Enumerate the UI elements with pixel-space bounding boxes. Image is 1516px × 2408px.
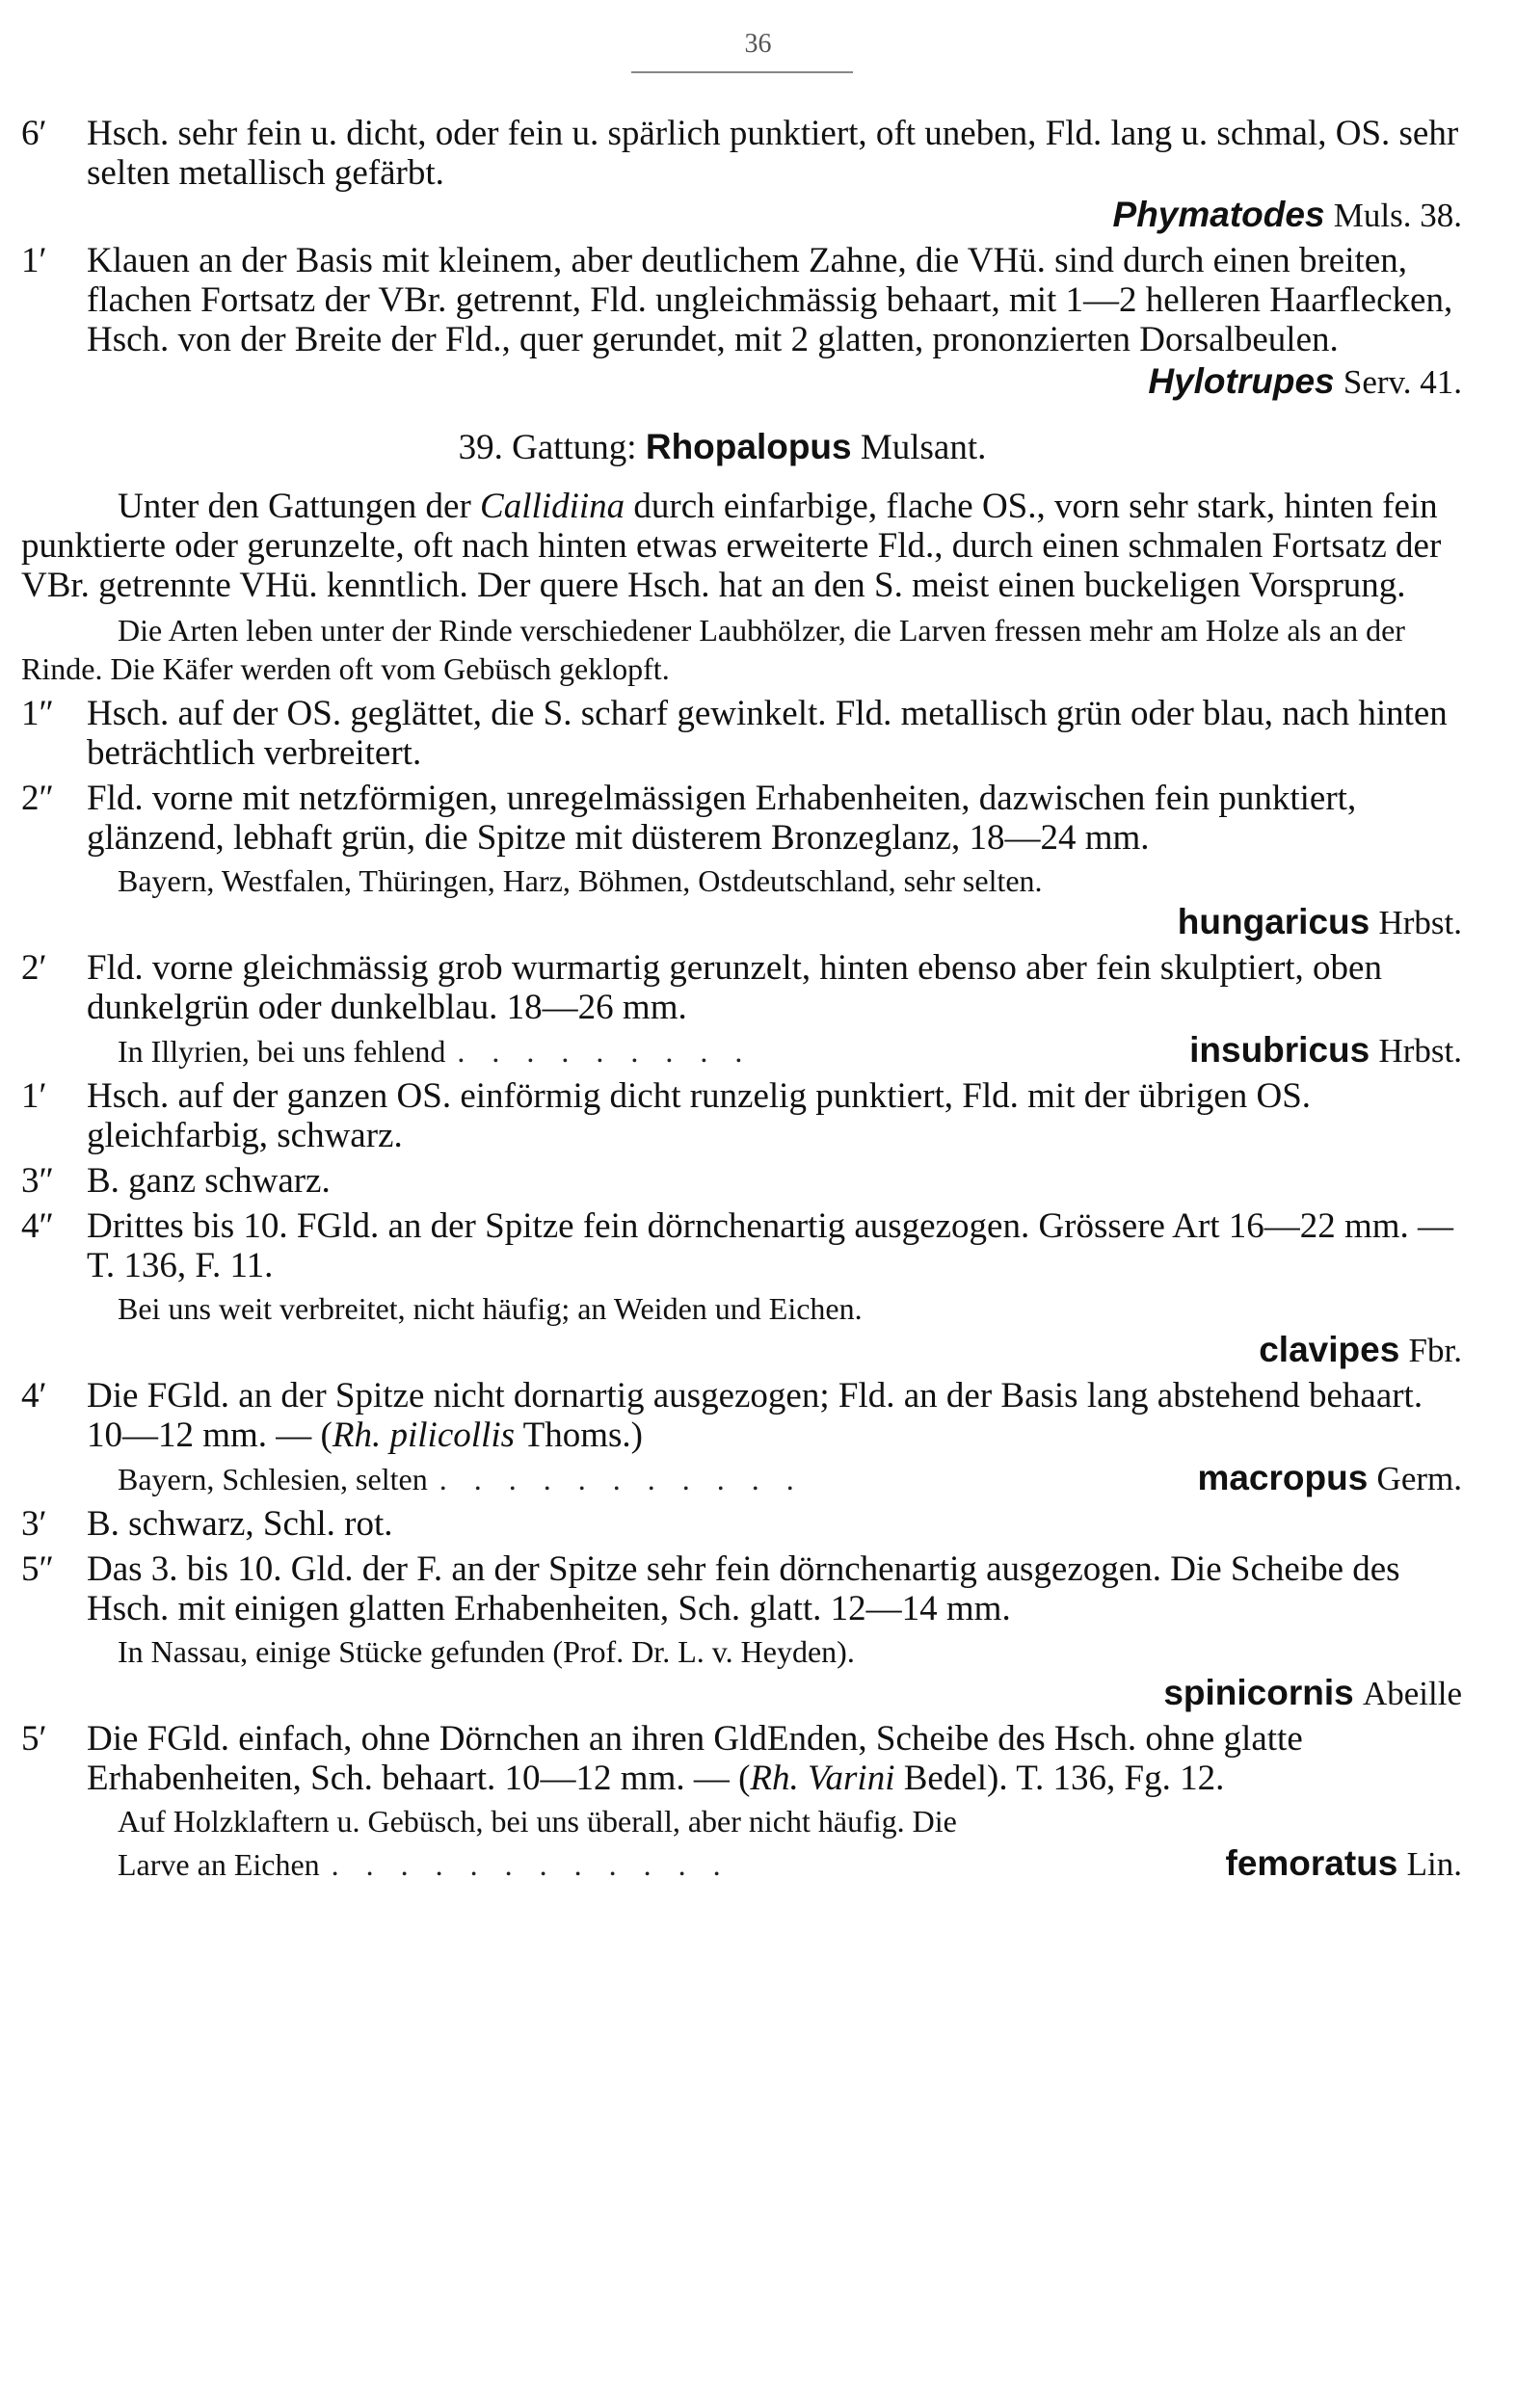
genus-heading-author: Mulsant. (860, 428, 987, 467)
distribution-note: In Nassau, einige Stücke gefunden (Prof. Dr. L. v. Heyden). (118, 1634, 855, 1669)
species-name: insubricus (1189, 1030, 1370, 1070)
genus-heading (0, 427, 1462, 467)
key-number: 6′ (21, 114, 47, 153)
leader-dots: . . . . . . . . . . . . (331, 1847, 731, 1882)
header-rule (631, 71, 853, 73)
species-author: Fbr. (1408, 1332, 1462, 1369)
key-text: Hsch. auf der ganzen OS. einförmig dicht runzelig punktiert, Fld. mit der übrigen OS. gleichfarbig, schwarz. (87, 1076, 1312, 1155)
key-entry-4a (21, 1206, 1462, 1285)
genus-heading-number: 39. (458, 428, 503, 467)
key-entry-5a (21, 1549, 1462, 1628)
key-text: Bedel). T. 136, Fg. 12. (903, 1759, 1225, 1798)
species-author: Germ. (1376, 1460, 1462, 1497)
key-entry-6b (21, 114, 1462, 193)
species-name: hungaricus (1177, 902, 1370, 941)
synonym-italic: Rh. pilicollis (332, 1416, 515, 1455)
species-result-hungaricus (21, 902, 1462, 942)
key-text: Hsch. auf der OS. geglättet, die S. scharf gewinkelt. Fld. metallisch grün oder blau, nach hinten beträchtlich verbreitert. (87, 694, 1448, 773)
species-name: spinicornis (1163, 1673, 1354, 1712)
key-number: 5″ (21, 1549, 54, 1589)
distribution-note: Bayern, Schlesien, selten (118, 1462, 428, 1496)
page-body (21, 108, 1462, 1884)
genus-author: Serv. 41. (1343, 363, 1462, 401)
species-line-femoratus (21, 1844, 1462, 1884)
distribution-note: In Illyrien, bei uns fehlend (118, 1034, 446, 1069)
description-italic: Callidiina (480, 487, 625, 526)
distribution-note: Auf Holzklaftern u. Gebüsch, bei uns überall, aber nicht häufig. Die (118, 1804, 957, 1839)
key-text: Die FGld. einfach, ohne Dörnchen an ihren GldEnden, Scheibe des Hsch. ohne glatte Erhabenheiten, Sch. behaart. 10—12 mm. — ( (87, 1719, 1303, 1798)
species-name: femoratus (1225, 1843, 1398, 1883)
key-text: B. schwarz, Schl. rot. (87, 1504, 393, 1544)
species-line-macropus (21, 1459, 1462, 1498)
key-entry-3b (21, 1504, 1462, 1544)
synonym-italic: Rh. Varini (750, 1759, 895, 1798)
key-number: 1′ (21, 1076, 47, 1116)
key-number: 3″ (21, 1161, 54, 1201)
genus-name: Phymatodes (1112, 195, 1325, 234)
key-number: 4″ (21, 1206, 54, 1246)
species-author: Abeille (1362, 1675, 1462, 1712)
key-entry-2a (21, 779, 1462, 858)
key-entry-3a (21, 1161, 1462, 1201)
species-name: macropus (1197, 1458, 1369, 1497)
key-text: Das 3. bis 10. Gld. der F. an der Spitze sehr fein dörnchenartig ausgezogen. Die Scheibe des Hsch. mit einigen glatten Erhabenheiten, Sch. glatt. 12—14 mm. (87, 1549, 1400, 1628)
key-text: Fld. vorne gleichmässig grob wurmartig gerunzelt, hinten ebenso aber fein skulptiert, oben dunkelgrün oder dunkelblau. 18—26 mm. (87, 948, 1382, 1027)
species-result-spinicornis (21, 1673, 1462, 1713)
leader-dots: . . . . . . . . . (457, 1034, 753, 1069)
distribution-note: Bayern, Westfalen, Thüringen, Harz, Böhmen, Ostdeutschland, sehr selten. (118, 863, 1043, 898)
key-text: Drittes bis 10. FGld. an der Spitze fein dörnchenartig ausgezogen. Grössere Art 16—22 mm. — T. 136, F. 11. (87, 1206, 1454, 1285)
description-text: Unter den Gattungen der (118, 487, 471, 526)
description-text: durch einfarbige, flache OS., vorn sehr stark, hinten fein punktierte oder gerunzelte, oft nach hinten etwas erweiterte Fld., durch einen schmalen Fortsatz der VBr. getrennte VHü. kenntlich. Der quere Hsch. hat an den S. meist einen buckeligen Vorsprung. (21, 487, 1442, 605)
key-number: 2′ (21, 948, 47, 988)
species-result-clavipes (21, 1330, 1462, 1370)
key-number: 4′ (21, 1376, 47, 1416)
genus-heading-name: Rhopalopus (645, 427, 852, 466)
key-text: B. ganz schwarz. (87, 1161, 331, 1201)
key-number: 3′ (21, 1504, 47, 1544)
species-author: Hrbst. (1378, 1032, 1462, 1070)
key-entry-2b (21, 948, 1462, 1027)
key-entry-4b (21, 1376, 1462, 1455)
key-number: 2″ (21, 779, 54, 818)
key-text: Fld. vorne mit netzförmigen, unregelmässigen Erhabenheiten, dazwischen fein punktiert, glänzend, lebhaft grün, die Spitze mit düsterem Bronzeglanz, 18—24 mm. (87, 779, 1357, 858)
species-name: clavipes (1259, 1330, 1400, 1369)
genus-result-phymatodes (21, 195, 1462, 235)
key-number: 1′ (21, 241, 47, 280)
key-entry-1b-second (21, 1076, 1462, 1155)
species-author: Lin. (1406, 1845, 1462, 1883)
key-text: Klauen an der Basis mit kleinem, aber deutlichem Zahne, die VHü. sind durch einen breiten, flachen Fortsatz der VBr. getrennt, Fld. ungleichmässig behaart, mit 1—2 helleren Haarflecken, Hsch. von der Breite der Fld., quer gerundet, mit 2 glatten, prononzierten Dorsalbeulen. (87, 241, 1453, 359)
genus-description (21, 487, 1462, 605)
key-text: Hsch. sehr fein u. dicht, oder fein u. spärlich punktiert, oft uneben, Fld. lang u. schmal, OS. sehr selten metallisch gefärbt. (87, 114, 1459, 193)
key-entry-1a (21, 694, 1462, 773)
key-number: 5′ (21, 1719, 47, 1759)
biology-note: Die Arten leben unter der Rinde verschiedener Laubhölzer, die Larven fressen mehr am Holze als an der Rinde. Die Käfer werden oft vom Gebüsch geklopft. (21, 613, 1405, 686)
distribution-note: Larve an Eichen (118, 1847, 320, 1882)
leader-dots: . . . . . . . . . . . (439, 1462, 804, 1496)
genus-name: Hylotrupes (1148, 361, 1335, 401)
key-entry-1b (21, 241, 1462, 359)
genus-author: Muls. 38. (1333, 197, 1462, 234)
key-text: Thoms.) (522, 1416, 643, 1455)
key-entry-5b (21, 1719, 1462, 1798)
key-number: 1″ (21, 694, 54, 733)
genus-heading-label: Gattung: (512, 428, 637, 467)
distribution-note: Bei uns weit verbreitet, nicht häufig; an Weiden und Eichen. (118, 1291, 863, 1326)
genus-result-hylotrupes (21, 361, 1462, 402)
page-number: 36 (744, 29, 772, 59)
species-author: Hrbst. (1378, 904, 1462, 941)
key-text: Die FGld. an der Spitze nicht dornartig ausgezogen; Fld. an der Basis lang abstehend behaart. 10—12 mm. — ( (87, 1376, 1423, 1455)
species-line-insubricus (21, 1031, 1462, 1071)
